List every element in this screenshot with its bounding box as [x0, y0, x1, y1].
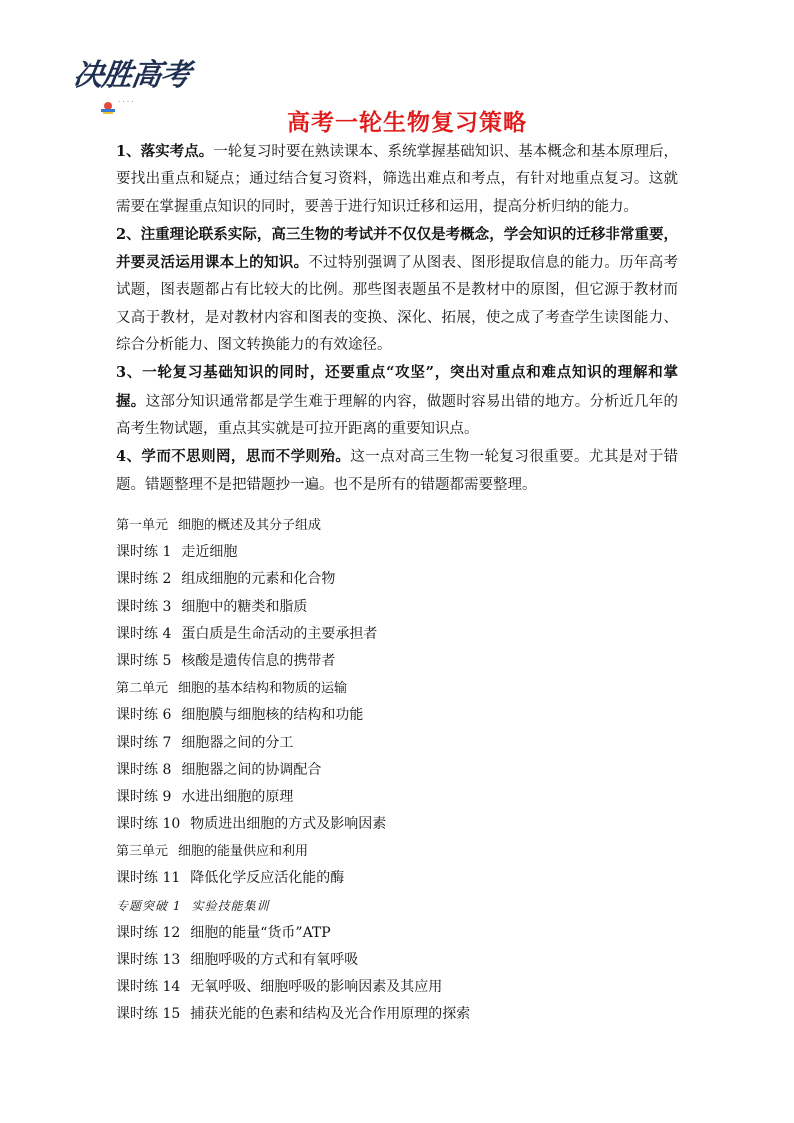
strategy-body: 一轮复习时要在熟读课本、系统掌握基础知识、基本概念和基本原理后，要找出重点和疑点；通过结合复习资料，筛选出难点和考点，有针对地重点复习。这就需要在掌握重点知识的同时，要善于进行知识迁移和运用，提高分析归纳的能力。 — [116, 144, 679, 215]
toc-label: 第二单元 — [116, 681, 169, 697]
toc-text: 物质进出细胞的方式及影响因素 — [190, 816, 387, 833]
toc-item — [116, 811, 676, 838]
strategy-body: 这一点对高三生物一轮复习很重要。尤其是对于错题。错题整理不是把错题抄一遍。也不是所有的错题都需要整理。 — [116, 449, 678, 493]
logo-subtitle: · · · · — [118, 98, 134, 106]
toc-label: 课时练 3 — [116, 598, 172, 615]
table-of-contents — [116, 512, 676, 1029]
toc-label: 课时练 9 — [116, 788, 172, 805]
toc-text: 细胞的能量供应和利用 — [178, 844, 309, 860]
toc-text: 蛋白质是生命活动的主要承担者 — [181, 625, 378, 642]
toc-text: 细胞的概述及其分子组成 — [178, 518, 322, 533]
toc-unit-heading — [116, 512, 676, 539]
toc-item — [116, 947, 676, 974]
toc-item — [116, 920, 676, 947]
toc-item — [116, 730, 676, 757]
toc-label: 课时练 13 — [116, 952, 181, 968]
strategy-lead: 3、一轮复习基础知识的同时，还要重点“攻坚”，突出对重点和难点知识的理解和掌握。 — [116, 364, 678, 410]
toc-text: 细胞的能量“货币”ATP — [190, 924, 331, 941]
toc-label: 课时练 14 — [116, 979, 181, 996]
toc-text: 无氧呼吸、细胞呼吸的影响因素及其应用 — [190, 979, 443, 996]
toc-item — [116, 621, 676, 648]
toc-item — [116, 784, 676, 811]
strategy-body: 不过特别强调了从图表、图形提取信息的能力。历年高考试题，图表题都占有比较大的比例。那些图表题虽不是教材中的原图，但它源于教材而又高于教材，是对教材内容和图表的变换、深化、拓展，使之成了考查学生读图能力、综合分析能力、图文转换能力的有效途径。 — [116, 255, 679, 354]
toc-item — [116, 594, 676, 621]
toc-text: 捕获光能的色素和结构及光合作用原理的探索 — [190, 1006, 471, 1023]
strategy-lead: 2、注重理论联系实际，高三生物的考试并不仅仅是考概念，学会知识的迁移非常重要，并要灵活运用课本上的知识。 — [116, 225, 678, 272]
toc-label: 课时练 7 — [116, 734, 172, 751]
strategy-lead: 1、落实考点。 — [116, 143, 214, 160]
toc-label: 第三单元 — [116, 844, 169, 860]
strategy-lead: 4、学而不思则罔，思而不学则殆。 — [116, 448, 351, 466]
toc-text: 水进出细胞的原理 — [181, 788, 294, 805]
toc-item — [116, 974, 676, 1001]
toc-text: 实验技能集训 — [191, 898, 270, 913]
toc-text: 细胞膜与细胞核的结构和功能 — [181, 707, 364, 724]
toc-text: 细胞呼吸的方式和有氧呼吸 — [190, 952, 359, 968]
strategy-body: 这部分知识通常都是学生难于理解的内容，做题时容易出错的地方。分析近几年的高考生物试题，重点其实就是可拉开距离的重要知识点。 — [116, 393, 679, 437]
toc-item — [116, 566, 676, 593]
toc-item — [116, 1001, 676, 1028]
toc-item — [116, 648, 676, 675]
strategy-section — [116, 138, 678, 499]
toc-item — [116, 865, 676, 892]
toc-special-topic — [116, 893, 676, 920]
page-title: 高考一轮生物复习策略 — [287, 110, 527, 136]
strategy-paragraph-3 — [116, 359, 678, 443]
toc-label: 课时练 4 — [116, 625, 172, 642]
toc-item — [116, 702, 676, 729]
toc-label: 课时练 11 — [116, 870, 181, 887]
toc-label: 课时练 10 — [116, 816, 181, 833]
toc-text: 降低化学反应活化能的酶 — [190, 870, 345, 887]
toc-label: 课时练 15 — [116, 1006, 181, 1023]
toc-item — [116, 539, 676, 566]
toc-label: 课时练 8 — [116, 761, 172, 778]
toc-text: 细胞器之间的分工 — [181, 734, 294, 751]
toc-text: 核酸是遗传信息的携带者 — [181, 652, 336, 669]
toc-label: 课时练 6 — [116, 707, 172, 724]
toc-text: 细胞的基本结构和物质的运输 — [178, 681, 348, 697]
toc-label: 课时练 1 — [116, 544, 172, 561]
toc-item — [116, 757, 676, 784]
strategy-paragraph-1 — [116, 138, 678, 221]
toc-text: 走近细胞 — [181, 544, 238, 561]
toc-label: 第一单元 — [116, 518, 169, 533]
toc-label: 课时练 12 — [116, 924, 181, 941]
toc-unit-heading — [116, 675, 676, 702]
toc-text: 细胞器之间的协调配合 — [181, 761, 322, 778]
toc-text: 组成细胞的元素和化合物 — [181, 571, 336, 588]
logo-text: 决胜高考 — [71, 58, 192, 93]
toc-label: 专题突破 1 — [116, 898, 182, 913]
strategy-paragraph-2 — [116, 221, 678, 359]
strategy-paragraph-4 — [116, 443, 678, 499]
toc-label: 课时练 5 — [116, 652, 172, 669]
toc-label: 课时练 2 — [116, 571, 172, 588]
toc-text: 细胞中的糖类和脂质 — [181, 598, 308, 615]
toc-unit-heading — [116, 838, 676, 865]
